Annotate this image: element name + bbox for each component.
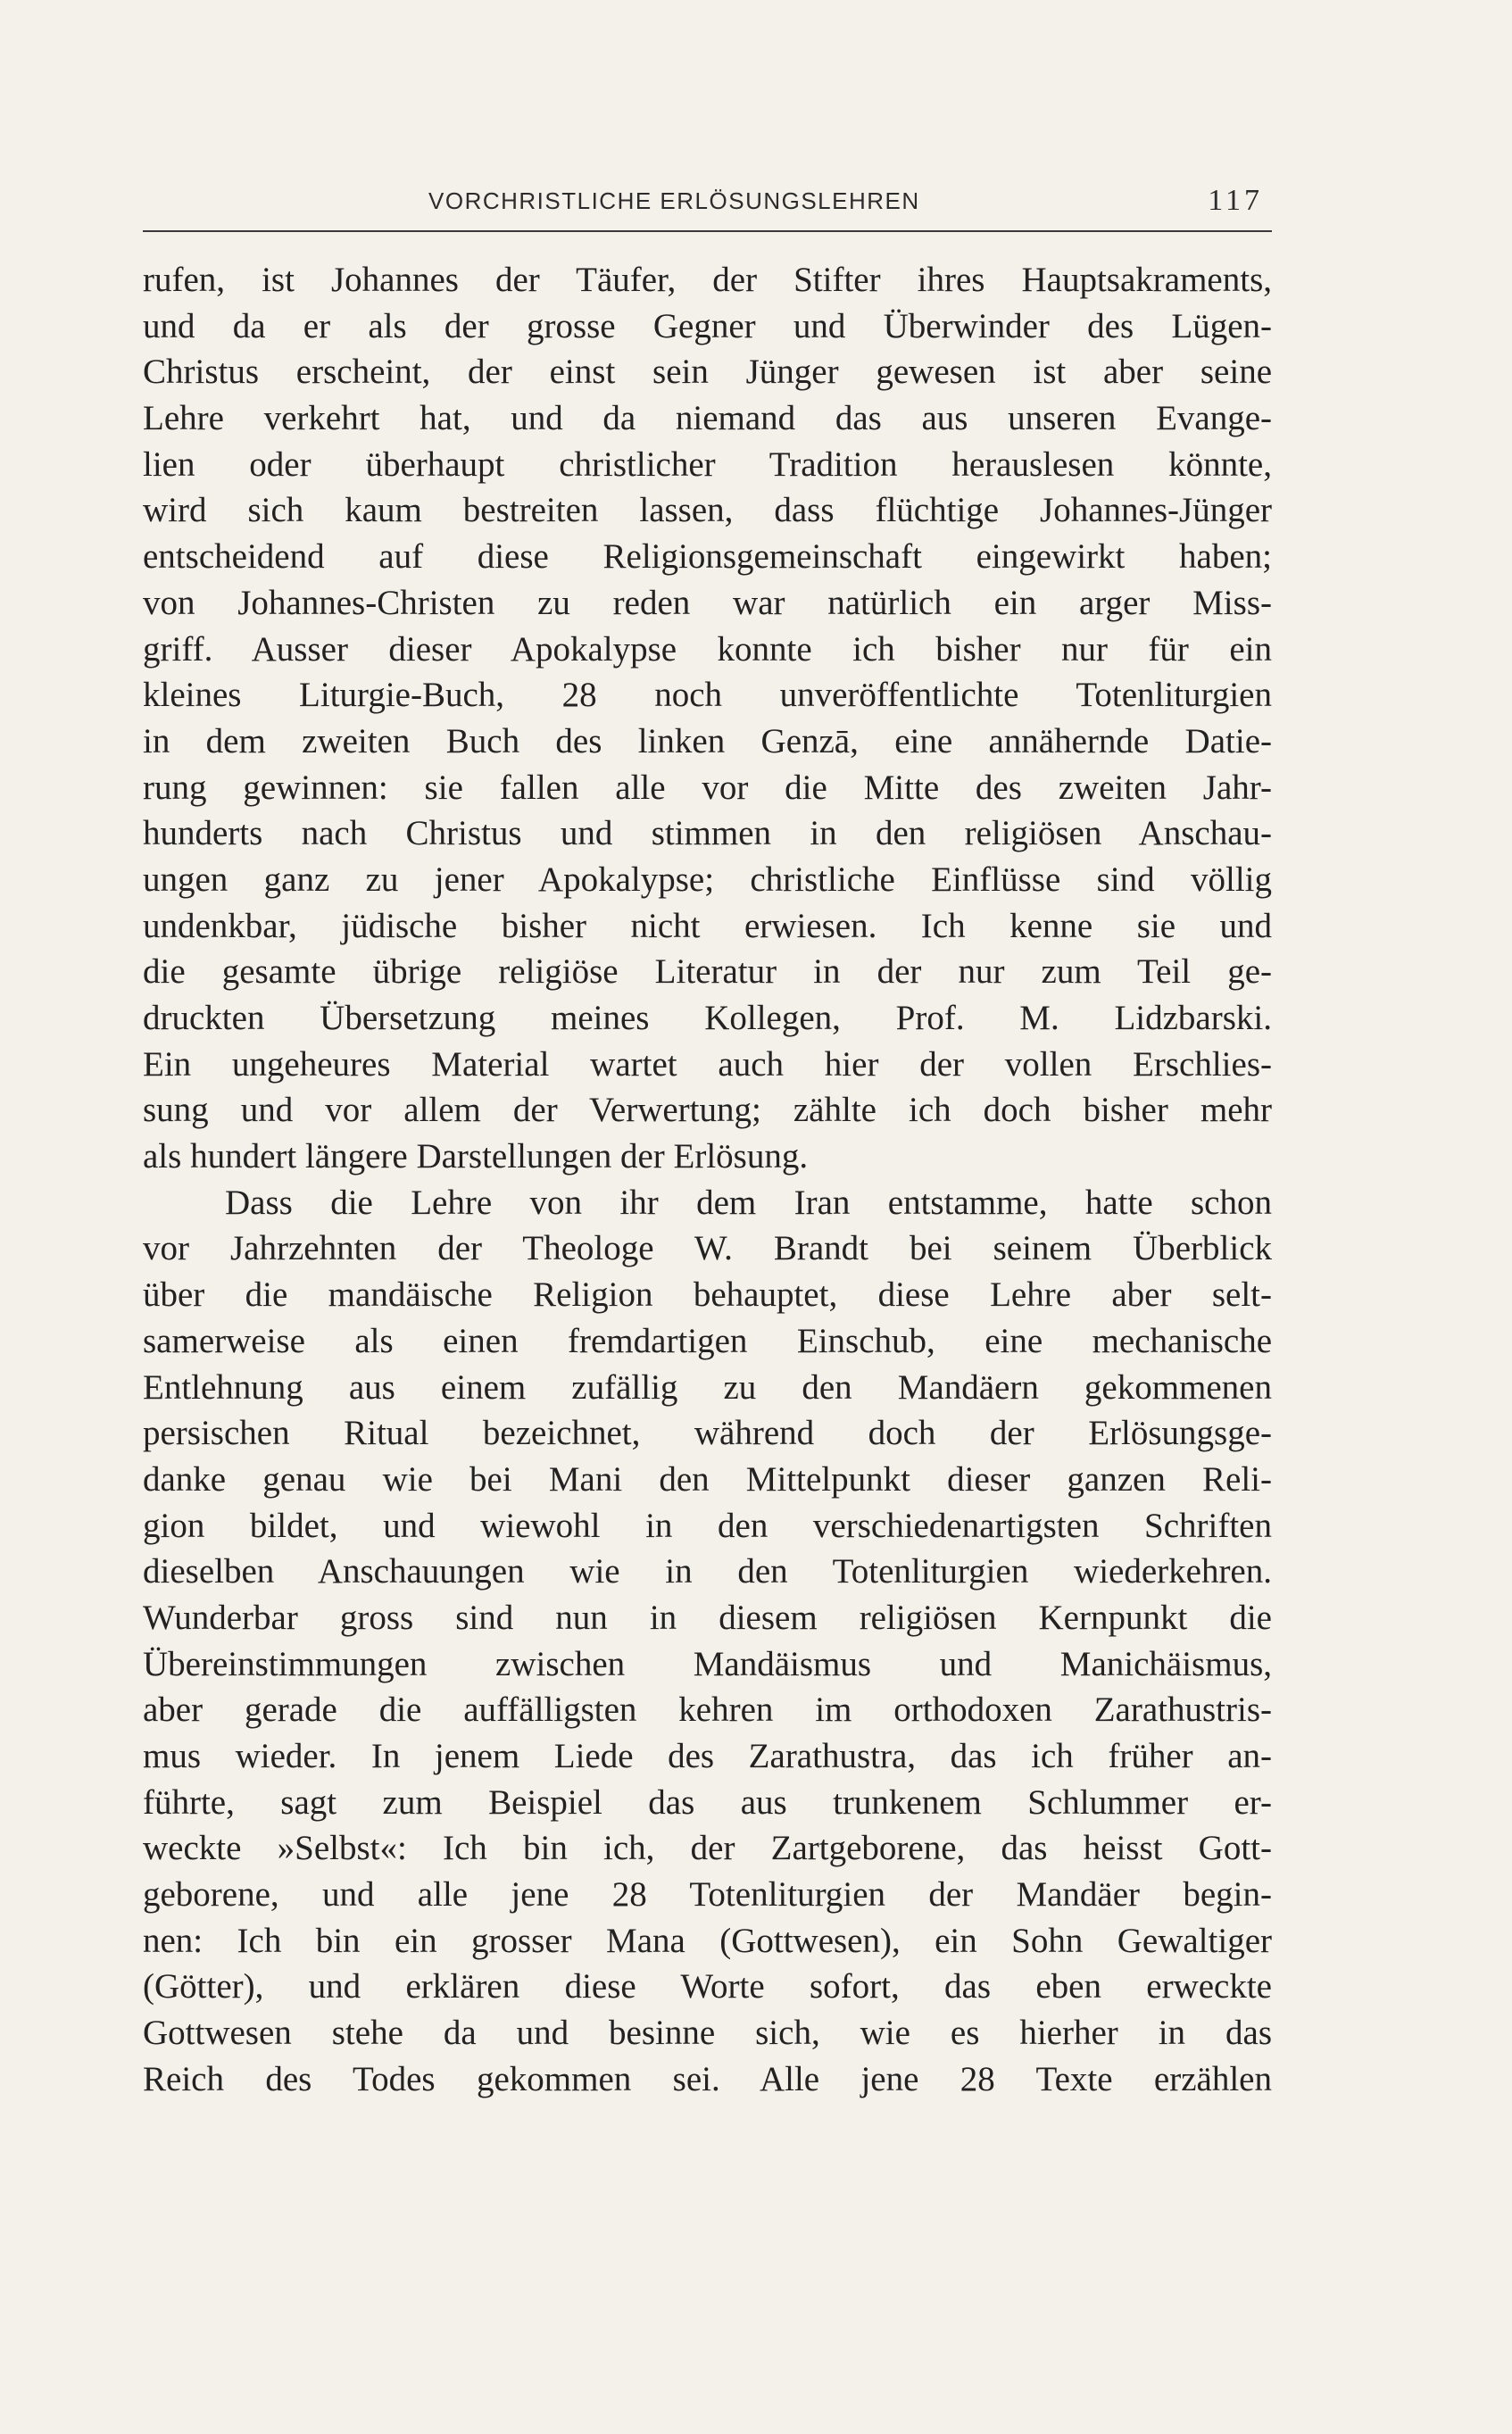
body-text — [143, 257, 1272, 2103]
text-line: dieselben Anschauungen wie in den Totenliturgien wiederkehren. — [143, 1552, 1272, 1591]
text-line: undenkbar, jüdische bisher nicht erwiesen. Ich kenne sie und — [143, 906, 1272, 945]
text-line: vor Jahrzehnten der Theologe W. Brandt bei seinem Überblick — [143, 1229, 1272, 1268]
text-line: Lehre verkehrt hat, und da niemand das aus unseren Evange- — [143, 399, 1272, 438]
text-line: Entlehnung aus einem zufällig zu den Mandäern gekommenen — [143, 1367, 1272, 1407]
text-line: lien oder überhaupt christlicher Tradition herauslesen könnte, — [143, 444, 1272, 484]
paragraph-1 — [143, 257, 1272, 1180]
text-line: druckten Übersetzung meines Kollegen, Prof. M. Lidzbarski. — [143, 999, 1272, 1037]
text-line: gion bildet, und wiewohl in den verschiedenartigsten Schriften — [143, 1506, 1272, 1545]
text-line: rung gewinnen: sie fallen alle vor die Mitte des zweiten Jahr- — [143, 768, 1272, 807]
text-line: Christus erscheint, der einst sein Jünger gewesen ist aber seine — [143, 353, 1272, 392]
text-line: mus wieder. In jenem Liede des Zarathustra, das ich früher an- — [143, 1737, 1272, 1775]
text-line: ungen ganz zu jener Apokalypse; christliche Einflüsse sind völlig — [143, 860, 1272, 899]
paragraph-2 — [143, 1180, 1272, 2103]
text-line: danke genau wie bei Mani den Mittelpunkt dieser ganzen Reli- — [143, 1459, 1272, 1499]
text-line: die gesamte übrige religiöse Literatur in der nur zum Teil ge- — [143, 952, 1272, 992]
text-line: Gottwesen stehe da und besinne sich, wie es hierher in das — [143, 2014, 1272, 2053]
text-line: persischen Ritual bezeichnet, während doch der Erlösungsge- — [143, 1414, 1272, 1453]
text-line: von Johannes-Christen zu reden war natürlich ein arger Miss- — [143, 583, 1272, 622]
text-line: samerweise als einen fremdartigen Einschub, eine mechanische — [143, 1321, 1272, 1360]
running-title: VORCHRISTLICHE ERLÖSUNGSLEHREN — [428, 187, 920, 214]
text-line: (Götter), und erklären diese Worte sofort, das eben erweckte — [143, 1967, 1272, 2006]
text-line: und da er als der grosse Gegner und Überwinder des Lügen- — [143, 306, 1272, 345]
text-line: aber gerade die auffälligsten kehren im orthodoxen Zarathustris- — [143, 1691, 1272, 1730]
page-header — [143, 177, 1272, 232]
text-line: über die mandäische Religion behauptet, diese Lehre aber selt- — [143, 1275, 1272, 1315]
text-line: griff. Ausser dieser Apokalypse konnte ich bisher nur für ein — [143, 629, 1272, 669]
text-line: Dass die Lehre von ihr dem Iran entstamme, hatte schon — [225, 1183, 1272, 1222]
text-line: Wunderbar gross sind nun in diesem religiösen Kernpunkt die — [143, 1598, 1272, 1637]
text-line: weckte »Selbst«: Ich bin ich, der Zartgeborene, das heisst Gott- — [143, 1829, 1272, 1868]
text-line: in dem zweiten Buch des linken Genzā, eine annähernde Datie- — [143, 721, 1272, 760]
text-line: rufen, ist Johannes der Täufer, der Stifter ihres Hauptsakraments, — [143, 261, 1272, 299]
text-line: wird sich kaum bestreiten lassen, dass flüchtige Johannes-Jünger — [143, 491, 1272, 530]
text-line: kleines Liturgie-Buch, 28 noch unveröffentlichte Totenliturgien — [143, 676, 1272, 715]
text-line: sung und vor allem der Verwertung; zählte ich doch bisher mehr — [143, 1091, 1272, 1130]
text-line: nen: Ich bin ein grosser Mana (Gottwesen), ein Sohn Gewaltiger — [143, 1921, 1272, 1960]
text-line: Übereinstimmungen zwischen Mandäismus und Manichäismus, — [143, 1644, 1272, 1683]
text-line: als hundert längere Darstellungen der Erlösung. — [143, 1137, 809, 1176]
text-line: hunderts nach Christus und stimmen in den religiösen Anschau- — [143, 814, 1272, 853]
page-number: 117 — [1208, 184, 1263, 217]
text-line: Reich des Todes gekommen sei. Alle jene 28 Texte erzählen — [143, 2059, 1272, 2098]
text-line: geborene, und alle jene 28 Totenliturgien der Mandäer begin- — [143, 1875, 1272, 1915]
text-line: Ein ungeheures Material wartet auch hier der vollen Erschlies- — [143, 1044, 1272, 1084]
text-line: entscheidend auf diese Religionsgemeinschaft eingewirkt haben; — [143, 537, 1272, 577]
text-line: führte, sagt zum Beispiel das aus trunkenem Schlummer er- — [143, 1782, 1272, 1822]
